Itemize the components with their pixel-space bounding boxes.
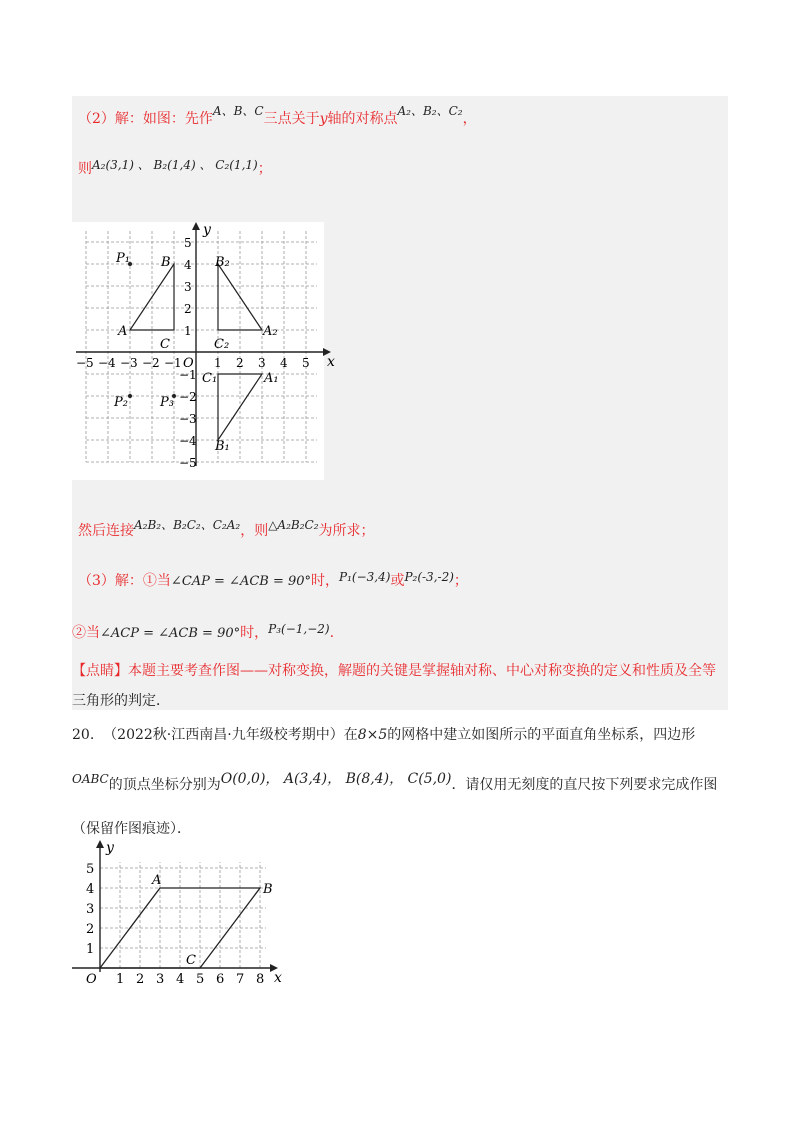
x-tick-label: 4 <box>176 972 185 987</box>
label-a1: A₁ <box>264 371 279 386</box>
vertex-coords: O(0,0)， A(3,4)， B(8,4)， C(5,0) <box>220 771 452 787</box>
y-tick-label: 1 <box>184 324 192 338</box>
x-tick-label: 1 <box>214 356 222 370</box>
point-p2: P₂(-3,-2) <box>404 570 454 584</box>
y-tick-label: 2 <box>86 922 95 937</box>
points-abc: A、B、C <box>212 104 264 118</box>
label-p3: P₃ <box>160 395 174 410</box>
connect-line: 然后连接A₂B₂、B₂C₂、C₂A₂，则△A₂B₂C₂为所求； <box>78 518 375 539</box>
comment-tag: 【点睛】 <box>72 663 128 679</box>
label-p2: P₂ <box>114 395 128 410</box>
y-tick-label: −3 <box>179 412 197 426</box>
y-tick-label: −1 <box>179 368 197 382</box>
x-tick-label: 3 <box>156 972 165 987</box>
question20-line2: OABC的顶点坐标分别为O(0,0)， A(3,4)， B(8,4)， C(5,0)．请仅用无刻度的直尺按下列要求完成作图 <box>72 771 718 793</box>
x-tick-label: −4 <box>98 356 116 370</box>
condition-cap: ∠CAP = ∠ACB = 90° <box>170 574 312 589</box>
part2-line2: 则A₂(3,1) 、 B₂(1,4) 、 C₂(1,1)； <box>78 158 272 177</box>
x-tick-label: 6 <box>216 972 225 987</box>
y-axis-arrow <box>96 840 104 848</box>
symmetric-points: A₂、B₂、C₂ <box>397 104 463 118</box>
label-b: B <box>263 882 273 897</box>
x-tick-label: −3 <box>120 356 138 370</box>
x-tick-label: 1 <box>116 972 125 987</box>
part3-line2: ②当∠ACP = ∠ACB = 90°时，P₃(−1,−2). <box>72 622 335 641</box>
shape-name: OABC <box>72 772 109 786</box>
triangle-a2b2c2: △A₂B₂C₂ <box>268 518 319 532</box>
question20-line1: 20. （2022秋·江西南昌·九年级校考期中）在8×5的网格中建立如图所示的平面直角坐标系，四边形 <box>72 727 696 743</box>
y-axis-label: y <box>106 840 114 856</box>
x-axis-label: x <box>274 970 282 986</box>
label-b1: B₁ <box>215 439 230 454</box>
part3-line1: （3）解：①当∠CAP = ∠ACB = 90°时，P₁(−3,4)或P₂(-3,-2)； <box>78 570 468 589</box>
x-tick-label: −2 <box>142 356 160 370</box>
label-a: A <box>118 324 128 339</box>
part2-line1: （2）解：如图：先作A、B、C三点关于y轴的对称点A₂、B₂、C₂， <box>78 104 477 127</box>
x-tick-label: 7 <box>236 972 245 987</box>
point-p1: P₁(−3,4) <box>339 570 391 584</box>
question-number: 20. <box>72 727 95 743</box>
comment-line1: 【点睛】本题主要考查作图——对称变换，解题的关键是掌握轴对称、中心对称变换的定义和性质及全等 <box>72 663 716 679</box>
y-tick-label: 4 <box>184 258 192 272</box>
label-b: B <box>161 255 171 270</box>
x-tick-label: 2 <box>236 356 244 370</box>
condition-acp: ∠ACP = ∠ACB = 90° <box>100 626 241 641</box>
x-tick-label: 5 <box>302 356 310 370</box>
x-tick-label: −5 <box>76 356 94 370</box>
question20-line3: （保留作图痕迹）． <box>72 821 191 837</box>
coordinate-figure-2 <box>72 838 292 988</box>
x-tick-label: 5 <box>196 972 205 987</box>
y-axis-label: y <box>203 222 211 238</box>
label-c: C <box>186 953 196 968</box>
point-p <box>128 394 132 398</box>
coords-a2b2c2: A₂(3,1) 、 B₂(1,4) 、 C₂(1,1) <box>92 158 258 172</box>
label-c1: C₁ <box>202 371 218 386</box>
x-tick-label: 4 <box>280 356 288 370</box>
y-axis-arrow <box>192 222 200 230</box>
point-p3: P₃(−1,−2) <box>268 622 330 636</box>
label-c2: C₂ <box>214 337 230 352</box>
y-tick-label: 2 <box>184 302 192 316</box>
y-tick-label: 3 <box>184 280 192 294</box>
x-tick-label: 8 <box>256 972 265 987</box>
label-a2: A₂ <box>263 324 278 339</box>
y-tick-label: −4 <box>179 434 197 448</box>
label-p1: P₁ <box>116 251 130 266</box>
y-tick-label: 1 <box>86 942 95 957</box>
label-b2: B₂ <box>215 255 230 270</box>
x-tick-label: 3 <box>258 356 266 370</box>
y-tick-label: −2 <box>179 390 197 404</box>
y-tick-label: −5 <box>179 456 197 470</box>
origin-label: O <box>183 356 194 371</box>
origin-label: O <box>86 972 97 987</box>
coordinate-figure-1 <box>72 222 335 480</box>
y-tick-label: 4 <box>86 882 95 897</box>
label-a: A <box>152 873 162 888</box>
y-tick-label: 5 <box>184 236 192 250</box>
label-c: C <box>160 337 170 352</box>
y-tick-label: 5 <box>86 862 95 877</box>
comment-line2: 三角形的判定． <box>72 693 170 709</box>
y-tick-label: 3 <box>86 902 95 917</box>
x-tick-label: −1 <box>164 356 182 370</box>
x-tick-label: 2 <box>136 972 145 987</box>
x-axis-label: x <box>327 354 335 370</box>
segments: A₂B₂、B₂C₂、C₂A₂ <box>134 518 241 532</box>
